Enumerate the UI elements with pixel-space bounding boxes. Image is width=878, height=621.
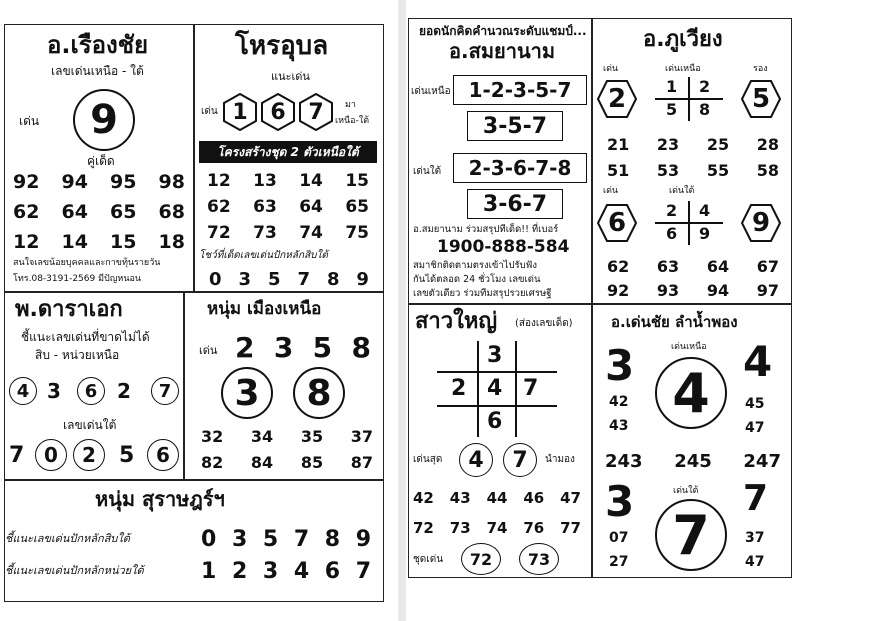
left-page	[0, 20, 398, 621]
horoscope-sum-digits: 0 3 5 7 8 9	[209, 269, 369, 290]
noom-surat-label-1: ชี้แนะเลขเด่นปักหลักสิบใต้	[5, 532, 130, 545]
dara-bottom-digit-2: 0	[35, 439, 67, 471]
puwiang-den-nuea: เด่นเหนือ	[665, 64, 701, 74]
sommayanam-panel	[408, 18, 592, 304]
denchai-left-bot-num-1: 07	[609, 530, 629, 546]
page-gutter	[398, 0, 406, 621]
dara-top-digit-3: 6	[77, 377, 105, 405]
noom-nuea-row-2: 82 84 85 87	[201, 453, 373, 472]
horoscope-digit-1: 1	[223, 93, 257, 131]
saoyai-densut-2: 7	[503, 443, 537, 477]
noom-nuea-circle-2: 8	[293, 367, 345, 419]
dara-bottom-digit-3: 2	[73, 439, 105, 471]
aroengchai-big-digit: 9	[73, 89, 135, 151]
puwiang-top-hex-left: 2	[597, 79, 637, 119]
noom-nuea-panel	[184, 292, 384, 480]
aroengchai-pair-label: คู่เด็ด	[87, 154, 115, 168]
noom-surat-digits-1: 0 3 5 7 8 9	[201, 527, 371, 552]
denchai-left-top-num-1: 42	[609, 394, 629, 410]
saoyai-row-1: 42 43 44 46 47	[413, 489, 581, 507]
dara-panel	[4, 292, 184, 480]
puwiang-bot-grid: 2 4 6 9	[655, 201, 723, 245]
saoyai-chud-2: 73	[519, 543, 559, 575]
saoyai-grid: 3 2 4 7 6	[437, 341, 557, 437]
puwiang-top-hex-right: 5	[741, 79, 781, 119]
saoyai-namong-label: นำมอง	[545, 454, 575, 465]
denchai-big-left-bot: 3	[605, 477, 635, 526]
denchai-right-top-num-1: 45	[745, 396, 765, 412]
puwiang-top-row-1: 21 23 25 28	[607, 135, 779, 154]
denchai-circle-top: 4	[655, 357, 727, 429]
noom-nuea-top-digits: 2 3 5 8	[235, 331, 371, 364]
horoscope-nuea-tai: เหนือ-ใต้	[335, 116, 370, 126]
saoyai-chud-label: ชุดเด่น	[413, 554, 444, 565]
sommayanam-box-4: 3-6-7	[467, 189, 563, 219]
denchai-left-bot-num-2: 27	[609, 554, 629, 570]
aroengchai-row-1: 92 94 95 98	[13, 171, 185, 193]
puwiang-den-label: เด่น	[603, 64, 619, 74]
sommayanam-box-2: 3-5-7	[467, 111, 563, 141]
horoscope-title: โหรอุบล	[235, 31, 329, 61]
dara-top-digit-4: 2	[117, 379, 131, 403]
saoyai-row-2: 72 73 74 76 77	[413, 519, 581, 537]
denchai-triple-row: 243 245 247	[605, 451, 781, 472]
horoscope-subtitle: แนะเด่น	[271, 70, 310, 83]
dara-bottom-digit-4: 5	[119, 443, 135, 468]
noom-surat-label-2: ชี้แนะเลขเด่นปักหลักหน่วยใต้	[5, 564, 144, 577]
dara-top-digit-2: 3	[47, 379, 61, 403]
noom-surat-digits-2: 1 2 3 4 6 7	[201, 559, 371, 584]
aroengchai-footer-1: สนใจเลขน้อยบุคคลและกาขทุ้นรายวัน	[13, 258, 161, 268]
denchai-right-bot-num-2: 47	[745, 554, 765, 570]
sommayanam-box-3: 2-3-6-7-8	[453, 153, 587, 183]
denchai-circle-bot: 7	[655, 499, 727, 571]
dara-top-digit-1: 4	[9, 377, 37, 405]
dara-line-2: สิบ - หน่วยเหนือ	[35, 348, 120, 362]
denchai-big-left-top: 3	[605, 341, 635, 390]
horoscope-row-2: 62 63 64 65	[207, 197, 369, 217]
noom-nuea-circle-1: 3	[221, 367, 273, 419]
dara-bottom-digit-1: 7	[9, 443, 25, 468]
puwiang-bot-row-2: 92 93 94 97	[607, 281, 779, 300]
puwiang-top-grid: 1 2 5 8	[655, 77, 723, 121]
aroengchai-row-3: 12 14 15 18	[13, 231, 185, 253]
sommayanam-text-2: กันได้ตลอด 24 ชั่วโมง เลขเด่น	[413, 274, 541, 285]
sommayanam-den-nuea: เด่นเหนือ	[411, 86, 451, 97]
dara-top-digit-5: 7	[151, 377, 179, 405]
puwiang-bot-hex-left: 6	[597, 203, 637, 243]
aroengchai-footer-2: โทร.08-3191-2569 มีปัญหนอน	[13, 274, 142, 284]
noom-nuea-title: หนุ่ม เมืองเหนือ	[207, 299, 322, 319]
aroengchai-row-2: 62 64 65 68	[13, 201, 185, 223]
saoyai-densut-1: 4	[459, 443, 493, 477]
noom-nuea-den-label: เด่น	[199, 344, 218, 357]
puwiang-rong-label: รอง	[753, 64, 768, 74]
dara-title: พ.ดาราเอก	[15, 297, 123, 322]
sommayanam-title: อ.สมยานาม	[449, 39, 556, 63]
puwiang-top-row-2: 51 53 55 58	[607, 161, 779, 180]
saoyai-chud-1: 72	[461, 543, 501, 575]
puwiang-den-label-2: เด่น	[603, 186, 619, 196]
horoscope-row-3: 72 73 74 75	[207, 223, 369, 243]
puwiang-panel	[592, 18, 792, 304]
saoyai-densut-label: เด่นสุด	[413, 454, 443, 465]
denchai-title: อ.เด่นชัย ลำน้ำพอง	[611, 313, 738, 331]
horoscope-digit-3: 7	[299, 93, 333, 131]
puwiang-den-tai: เด่นใต้	[669, 186, 695, 196]
aroengchai-den-label: เด่น	[19, 114, 40, 128]
aroengchai-title: อ.เรืองชัย	[47, 31, 149, 59]
noom-surat-title: หนุ่ม สุราษฎร์ฯ	[95, 487, 225, 511]
noom-nuea-row-1: 32 34 35 37	[201, 427, 373, 446]
denchai-right-bot-num-1: 37	[745, 530, 765, 546]
denchai-den-tai: เด่นใต้	[673, 486, 699, 496]
noom-surat-panel	[4, 480, 384, 602]
saoyai-panel	[408, 304, 592, 578]
horoscope-panel	[194, 24, 384, 292]
dara-bottom-digit-5: 6	[147, 439, 179, 471]
horoscope-banner: โครงสร้างชุด 2 ตัวเหนือใต้	[199, 141, 377, 163]
dara-mid-label: เลขเด่นใต้	[63, 418, 117, 432]
denchai-big-right-bot: 7	[743, 478, 769, 519]
puwiang-bot-hex-right: 9	[741, 203, 781, 243]
denchai-den-nuea: เด่นเหนือ	[671, 342, 707, 352]
sommayanam-join-text: อ.สมยานาม ร่วมสรุปทีเด็ด!! ที่เบอร์	[413, 224, 559, 235]
horoscope-digit-2: 6	[261, 93, 295, 131]
dara-line-1: ชี้แนะเลขเด่นที่ขาดไม่ได้	[21, 330, 150, 344]
horoscope-den-label: เด่น	[201, 106, 218, 117]
saoyai-sub: (ส่องเลขเด็ด)	[515, 318, 573, 329]
puwiang-title: อ.ภูเวียง	[643, 27, 723, 52]
horoscope-ma-label: มา	[345, 100, 356, 110]
aroengchai-panel	[4, 24, 194, 292]
horoscope-row-1: 12 13 14 15	[207, 171, 369, 191]
denchai-big-right-top: 4	[743, 337, 773, 386]
aroengchai-subtitle: เลขเด่นเหนือ - ใต้	[51, 64, 144, 78]
sommayanam-text-1: สมาชิกติดตามตรงเข้าไปรับฟัง	[413, 260, 537, 271]
sommayanam-den-tai: เด่นใต้	[413, 166, 442, 177]
denchai-panel	[592, 304, 792, 578]
puwiang-bot-row-1: 62 63 64 67	[607, 257, 779, 276]
sommayanam-phone: 1900-888-584	[437, 237, 570, 257]
saoyai-title: สาวใหญ่	[415, 309, 498, 334]
denchai-right-top-num-2: 47	[745, 420, 765, 436]
sommayanam-header: ยอดนักคิดคำนวณระดับแชมป์...	[419, 24, 587, 38]
sommayanam-box-1: 1-2-3-5-7	[453, 75, 587, 105]
sommayanam-text-3: เลขตัวเดียว ร่วมทีมสรุปรวยเศรษฐี	[413, 288, 552, 299]
horoscope-sum-label: โชว์ที่เด็ดเลขเด่นปักหลักสิบใต้	[199, 250, 328, 261]
right-page	[406, 14, 878, 621]
denchai-left-top-num-2: 43	[609, 418, 629, 434]
